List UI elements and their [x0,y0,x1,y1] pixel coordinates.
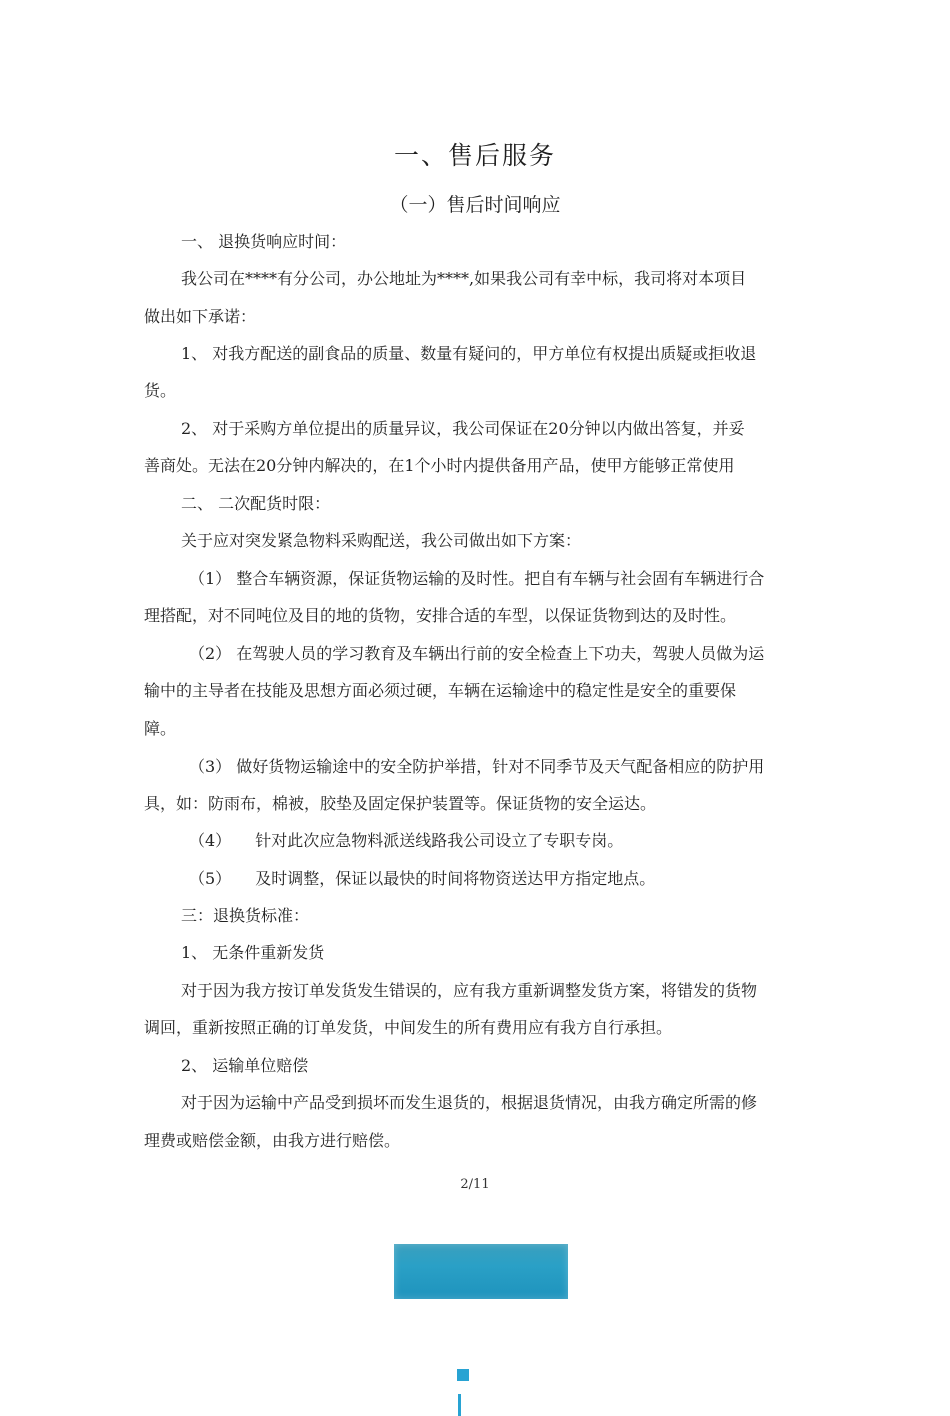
page-title: 一、售后服务 [393,141,556,170]
heading-return-standard: 三：退换货标准： [181,906,310,925]
paragraph-line: 障。 [144,719,177,738]
paragraph-line: 输中的主导者在技能及思想方面必须过硬，车辆在运输途中的稳定性是安全的重要保 [144,681,737,700]
paragraph-line: 1、 对我方配送的副食品的质量、数量有疑问的，甲方单位有权提出质疑或拒收退 [181,344,757,363]
paragraph-line: （1） 整合车辆资源，保证货物运输的及时性。把自有车辆与社会固有车辆进行合 [189,569,765,588]
paragraph-line: 理搭配，对不同吨位及目的地的货物，安排合适的车型，以保证货物到达的及时性。 [144,606,737,625]
paragraph-line: 2、 对于采购方单位提出的质量异议，我公司保证在20分钟以内做出答复，并妥 [181,419,745,438]
heading-return-response-time: 一、 退换货响应时间： [181,232,347,251]
blue-stamp-image [394,1244,568,1299]
item-text: 及时调整，保证以最快的时间将物资送达甲方指定地点。 [255,869,656,888]
page-number: 2/11 [460,1177,490,1192]
blue-square-marker [457,1369,469,1381]
section-subtitle: （一）售后时间响应 [389,194,561,216]
paragraph-line: 调回，重新按照正确的订单发货，中间发生的所有费用应有我方自行承担。 [144,1018,673,1037]
paragraph-line: 具，如：防雨布，棉被，胶垫及固定保护装置等。保证货物的安全运达。 [144,794,657,813]
paragraph-line: （2） 在驾驶人员的学习教育及车辆出行前的安全检查上下功夫，驾驶人员做为运 [189,644,765,663]
paragraph-line [189,831,869,851]
item-text: 针对此次应急物料派送线路我公司设立了专职专岗。 [255,831,624,850]
paragraph-line: （3） 做好货物运输途中的安全防护举措，针对不同季节及天气配备相应的防护用 [189,757,765,776]
paragraph-line: 理费或赔偿金额，由我方进行赔偿。 [144,1131,401,1150]
paragraph-line: 货。 [144,381,177,400]
item-number: （5） [189,869,232,888]
paragraph-line: 善商处。无法在20分钟内解决的，在1个小时内提供备用产品，使甲方能够正常使用 [144,456,735,475]
paragraph-line: 做出如下承诺： [144,307,257,326]
item-number: （4） [189,831,232,850]
paragraph-line: 我公司在****有分公司，办公地址为****,如果我公司有幸中标，我司将对本项目 [181,269,747,288]
paragraph-line [189,869,869,889]
paragraph-line: 对于因为运输中产品受到损坏而发生退货的，根据退货情况，由我方确定所需的修 [181,1093,758,1112]
paragraph-line: 关于应对突发紧急物料采购配送，我公司做出如下方案： [181,531,582,550]
subheading-compensation: 2、 运输单位赔偿 [181,1056,309,1075]
subheading-reship: 1、 无条件重新发货 [181,943,325,962]
blue-bar-marker [458,1394,461,1416]
heading-second-delivery: 二、 二次配货时限： [181,494,331,513]
paragraph-line: 对于因为我方按订单发货发生错误的，应有我方重新调整发货方案，将错发的货物 [181,981,758,1000]
